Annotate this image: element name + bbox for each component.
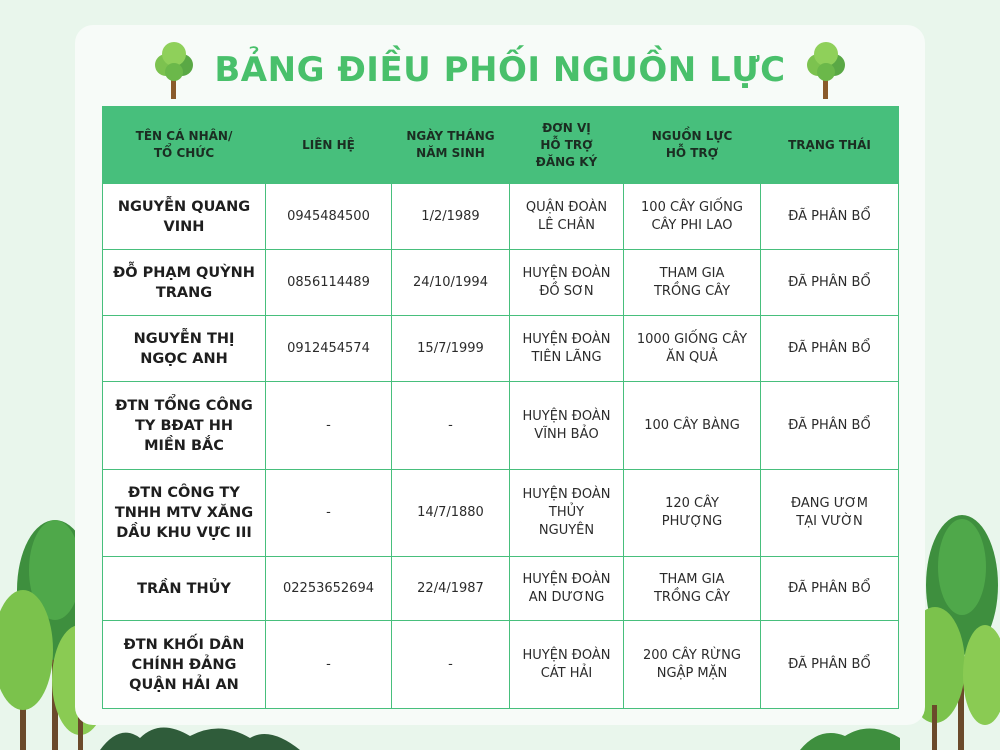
- cell-contact: -: [266, 621, 392, 709]
- cell-unit: HUYỆN ĐOÀN VĨNH BẢO: [510, 382, 624, 470]
- header-status: TRẠNG THÁI: [761, 107, 899, 184]
- cell-dob: 14/7/1880: [392, 470, 510, 557]
- cell-name: ĐTN KHỐI DÂN CHÍNH ĐẢNG QUẬN HẢI AN: [103, 621, 266, 709]
- cell-dob: 15/7/1999: [392, 316, 510, 382]
- cell-status: ĐÃ PHÂN BỔ: [761, 557, 899, 621]
- cell-name: ĐTN CÔNG TY TNHH MTV XĂNG DẦU KHU VỰC III: [103, 470, 266, 557]
- cell-status: ĐÃ PHÂN BỔ: [761, 250, 899, 316]
- cell-name: NGUYỄN QUANG VINH: [103, 184, 266, 250]
- resource-table: [102, 106, 899, 709]
- cell-resource: 1000 GIỐNG CÂY ĂN QUẢ: [624, 316, 761, 382]
- cell-unit: HUYỆN ĐOÀN THỦY NGUYÊN: [510, 470, 624, 557]
- cell-unit: HUYỆN ĐOÀN AN DƯƠNG: [510, 557, 624, 621]
- cell-unit: HUYỆN ĐOÀN CÁT HẢI: [510, 621, 624, 709]
- cell-contact: 0856114489: [266, 250, 392, 316]
- cell-name: NGUYỄN THỊ NGỌC ANH: [103, 316, 266, 382]
- header-unit: ĐƠN VỊ HỖ TRỢ ĐĂNG KÝ: [510, 107, 624, 184]
- cell-dob: -: [392, 382, 510, 470]
- cell-dob: 22/4/1987: [392, 557, 510, 621]
- cell-dob: 24/10/1994: [392, 250, 510, 316]
- table-row: [103, 382, 899, 470]
- cell-unit: HUYỆN ĐOÀN ĐỒ SƠN: [510, 250, 624, 316]
- tree-icon: [804, 41, 848, 99]
- table-row: [103, 621, 899, 709]
- cell-name: TRẦN THỦY: [103, 557, 266, 621]
- cell-name: ĐỖ PHẠM QUỲNH TRANG: [103, 250, 266, 316]
- cell-status: ĐÃ PHÂN BỔ: [761, 316, 899, 382]
- cell-contact: -: [266, 470, 392, 557]
- cell-status: ĐÃ PHÂN BỔ: [761, 184, 899, 250]
- table-row: [103, 557, 899, 621]
- cell-resource: 200 CÂY RỪNG NGẬP MẶN: [624, 621, 761, 709]
- table-row: [103, 250, 899, 316]
- cell-resource: THAM GIA TRỒNG CÂY: [624, 557, 761, 621]
- cell-unit: HUYỆN ĐOÀN TIÊN LÃNG: [510, 316, 624, 382]
- cell-dob: 1/2/1989: [392, 184, 510, 250]
- cell-unit: QUẬN ĐOÀN LÊ CHÂN: [510, 184, 624, 250]
- title-row: [0, 38, 1000, 102]
- table-row: [103, 470, 899, 557]
- cell-name: ĐTN TỔNG CÔNG TY BĐAT HH MIỀN BẮC: [103, 382, 266, 470]
- cell-dob: -: [392, 621, 510, 709]
- cell-resource: 120 CÂY PHƯỢNG: [624, 470, 761, 557]
- cell-resource: 100 CÂY GIỐNG CÂY PHI LAO: [624, 184, 761, 250]
- cell-contact: 0912454574: [266, 316, 392, 382]
- table-header-row: [103, 107, 899, 184]
- table-row: [103, 184, 899, 250]
- table-row: [103, 316, 899, 382]
- header-dob: NGÀY THÁNG NĂM SINH: [392, 107, 510, 184]
- cell-status: ĐÃ PHÂN BỔ: [761, 382, 899, 470]
- cell-contact: 0945484500: [266, 184, 392, 250]
- cell-status: ĐÃ PHÂN BỔ: [761, 621, 899, 709]
- cell-resource: THAM GIA TRỒNG CÂY: [624, 250, 761, 316]
- header-contact: LIÊN HỆ: [266, 107, 392, 184]
- cell-resource: 100 CÂY BÀNG: [624, 382, 761, 470]
- header-name: TÊN CÁ NHÂN/ TỔ CHỨC: [103, 107, 266, 184]
- cell-contact: 02253652694: [266, 557, 392, 621]
- header-resource: NGUỒN LỰC HỖ TRỢ: [624, 107, 761, 184]
- page-title: BẢNG ĐIỀU PHỐI NGUỒN LỰC: [214, 50, 786, 90]
- cell-status: ĐANG ƯƠM TẠI VƯỜN: [761, 470, 899, 557]
- tree-icon: [152, 41, 196, 99]
- cell-contact: -: [266, 382, 392, 470]
